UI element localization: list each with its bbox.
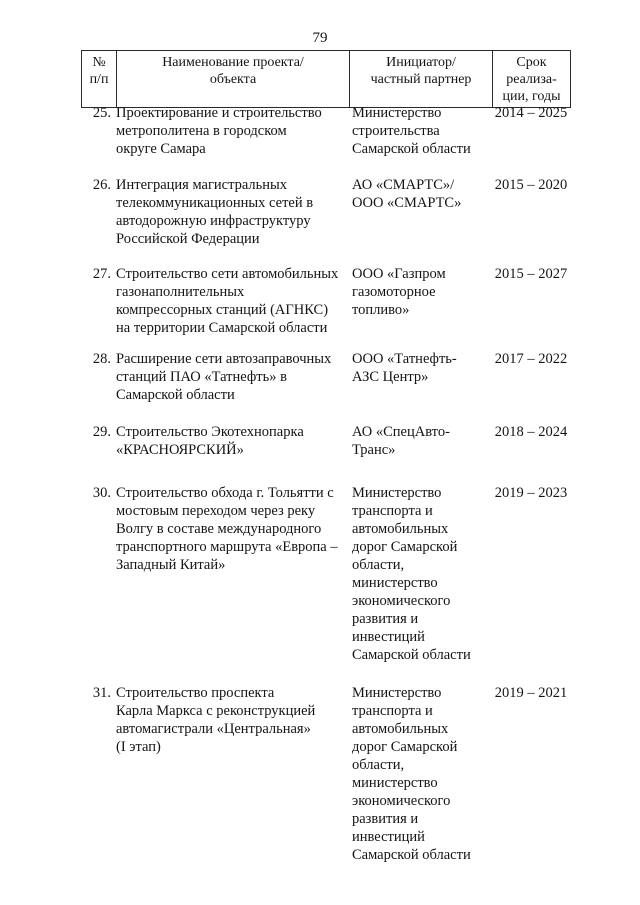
term: 2015 – 2027 xyxy=(494,266,568,282)
header-number-line: п/п xyxy=(89,72,109,87)
header-term-line: ции, годы xyxy=(502,89,561,104)
initiator-line: газомоторное xyxy=(352,284,436,300)
project-name-line: Западный Китай» xyxy=(116,557,226,573)
header-initiator-cell xyxy=(350,51,493,108)
initiator-line: ООО «Газпром xyxy=(352,266,446,282)
initiator-line: АО «СпецАвто- xyxy=(352,424,450,440)
initiator-line: области, xyxy=(352,757,405,773)
initiator-line: Транс» xyxy=(352,442,396,458)
initiator-line: Министерство xyxy=(352,485,442,501)
initiator-line: Министерство xyxy=(352,105,442,121)
project-name xyxy=(116,484,346,574)
initiator xyxy=(352,176,487,212)
row-number: 28. xyxy=(92,351,111,367)
initiator-line: области, xyxy=(352,557,405,573)
header-number-line: № xyxy=(92,55,106,70)
project-name-line: газонаполнительных xyxy=(116,284,245,300)
initiator xyxy=(352,423,487,459)
project-name-line: Российской Федерации xyxy=(116,231,260,247)
initiator-line: Министерство xyxy=(352,685,442,701)
project-name-line: Интеграция магистральных xyxy=(116,177,288,193)
initiator-line: АЗС Центр» xyxy=(352,369,429,385)
header-name-line: объекта xyxy=(209,72,257,87)
initiator-line: министерство xyxy=(352,775,438,791)
project-name-line: Проектирование и строительство xyxy=(116,105,322,121)
header-initiator-line: Инициатор/ xyxy=(386,55,456,70)
initiator-line: инвестиций xyxy=(352,629,425,645)
initiator-line: топливо» xyxy=(352,302,410,318)
row-number: 30. xyxy=(92,485,111,501)
project-name-line: (I этап) xyxy=(116,739,161,755)
project-name-line: Строительство обхода г. Тольятти с xyxy=(116,485,334,501)
header-term-line: реализа- xyxy=(506,72,557,87)
row-number: 31. xyxy=(92,685,111,701)
project-name-line: Расширение сети автозаправочных xyxy=(116,351,332,367)
header-name-cell xyxy=(117,51,350,108)
project-name xyxy=(116,176,346,248)
project-name-line: Волгу в составе международного xyxy=(116,521,322,537)
table-row xyxy=(81,265,571,350)
initiator-line: Самарской области xyxy=(352,647,471,663)
initiator xyxy=(352,684,487,864)
project-name-line: мостовым переходом через реку xyxy=(116,503,316,519)
row-number: 25. xyxy=(92,105,111,121)
project-name-line: Самарской области xyxy=(116,387,235,403)
initiator-line: ООО «СМАРТС» xyxy=(352,195,462,211)
initiator-line: инвестиций xyxy=(352,829,425,845)
initiator-line: дорог Самарской xyxy=(352,539,458,555)
project-name-line: округе Самара xyxy=(116,141,206,157)
table-row xyxy=(81,176,571,265)
row-number: 27. xyxy=(92,266,111,282)
term: 2017 – 2022 xyxy=(494,351,568,367)
initiator-line: АО «СМАРТС»/ xyxy=(352,177,455,193)
term: 2015 – 2020 xyxy=(494,177,568,193)
initiator xyxy=(352,484,487,664)
initiator-line: экономического xyxy=(352,793,451,809)
header-number-cell xyxy=(82,51,117,108)
initiator-line: министерство xyxy=(352,575,438,591)
initiator-line: автомобильных xyxy=(352,521,449,537)
initiator-line: развития и xyxy=(352,811,419,827)
initiator-line: ООО «Татнефть- xyxy=(352,351,457,367)
table-row xyxy=(81,104,571,176)
table-header xyxy=(81,50,571,108)
initiator xyxy=(352,104,487,158)
project-name-line: компрессорных станций (АГНКС) xyxy=(116,302,329,318)
initiator-line: дорог Самарской xyxy=(352,739,458,755)
initiator xyxy=(352,265,487,319)
table-row xyxy=(81,350,571,423)
initiator-line: строительства xyxy=(352,123,440,139)
project-name xyxy=(116,104,346,158)
project-name-line: станций ПАО «Татнефть» в xyxy=(116,369,287,385)
table-row xyxy=(81,423,571,484)
table-row xyxy=(81,684,571,869)
table-row xyxy=(81,484,571,684)
initiator-line: развития и xyxy=(352,611,419,627)
term: 2018 – 2024 xyxy=(494,424,568,440)
project-name-line: Строительство проспекта xyxy=(116,685,275,701)
project-name xyxy=(116,423,346,459)
initiator-line: Самарской области xyxy=(352,847,471,863)
term: 2014 – 2025 xyxy=(494,105,568,121)
project-name-line: автодорожную инфраструктуру xyxy=(116,213,311,229)
project-name xyxy=(116,684,346,756)
row-number: 26. xyxy=(92,177,111,193)
term: 2019 – 2023 xyxy=(494,485,568,501)
header-term-cell xyxy=(493,51,571,108)
initiator-line: автомобильных xyxy=(352,721,449,737)
row-number: 29. xyxy=(92,424,111,440)
project-name-line: Строительство Экотехнопарка xyxy=(116,424,304,440)
project-name-line: Строительство сети автомобильных xyxy=(116,266,339,282)
project-name xyxy=(116,265,346,337)
project-rows xyxy=(81,104,571,869)
project-name-line: метрополитена в городском xyxy=(116,123,287,139)
initiator-line: транспорта и xyxy=(352,503,433,519)
project-name-line: транспортного маршрута «Европа – xyxy=(116,539,338,555)
project-name-line: Карла Маркса с реконструкцией xyxy=(116,703,316,719)
term: 2019 – 2021 xyxy=(494,685,568,701)
project-name-line: автомагистрали «Центральная» xyxy=(116,721,311,737)
header-initiator-line: частный партнер xyxy=(370,72,472,87)
header-term-line: Срок xyxy=(516,55,547,70)
project-name-line: «КРАСНОЯРСКИЙ» xyxy=(116,442,244,458)
project-name xyxy=(116,350,346,404)
initiator-line: транспорта и xyxy=(352,703,433,719)
project-name-line: телекоммуникационных сетей в xyxy=(116,195,314,211)
page-number: 79 xyxy=(312,30,328,46)
project-name-line: на территории Самарской области xyxy=(116,320,328,336)
initiator-line: Самарской области xyxy=(352,141,471,157)
initiator-line: экономического xyxy=(352,593,451,609)
header-name-line: Наименование проекта/ xyxy=(162,55,304,70)
initiator xyxy=(352,350,487,386)
